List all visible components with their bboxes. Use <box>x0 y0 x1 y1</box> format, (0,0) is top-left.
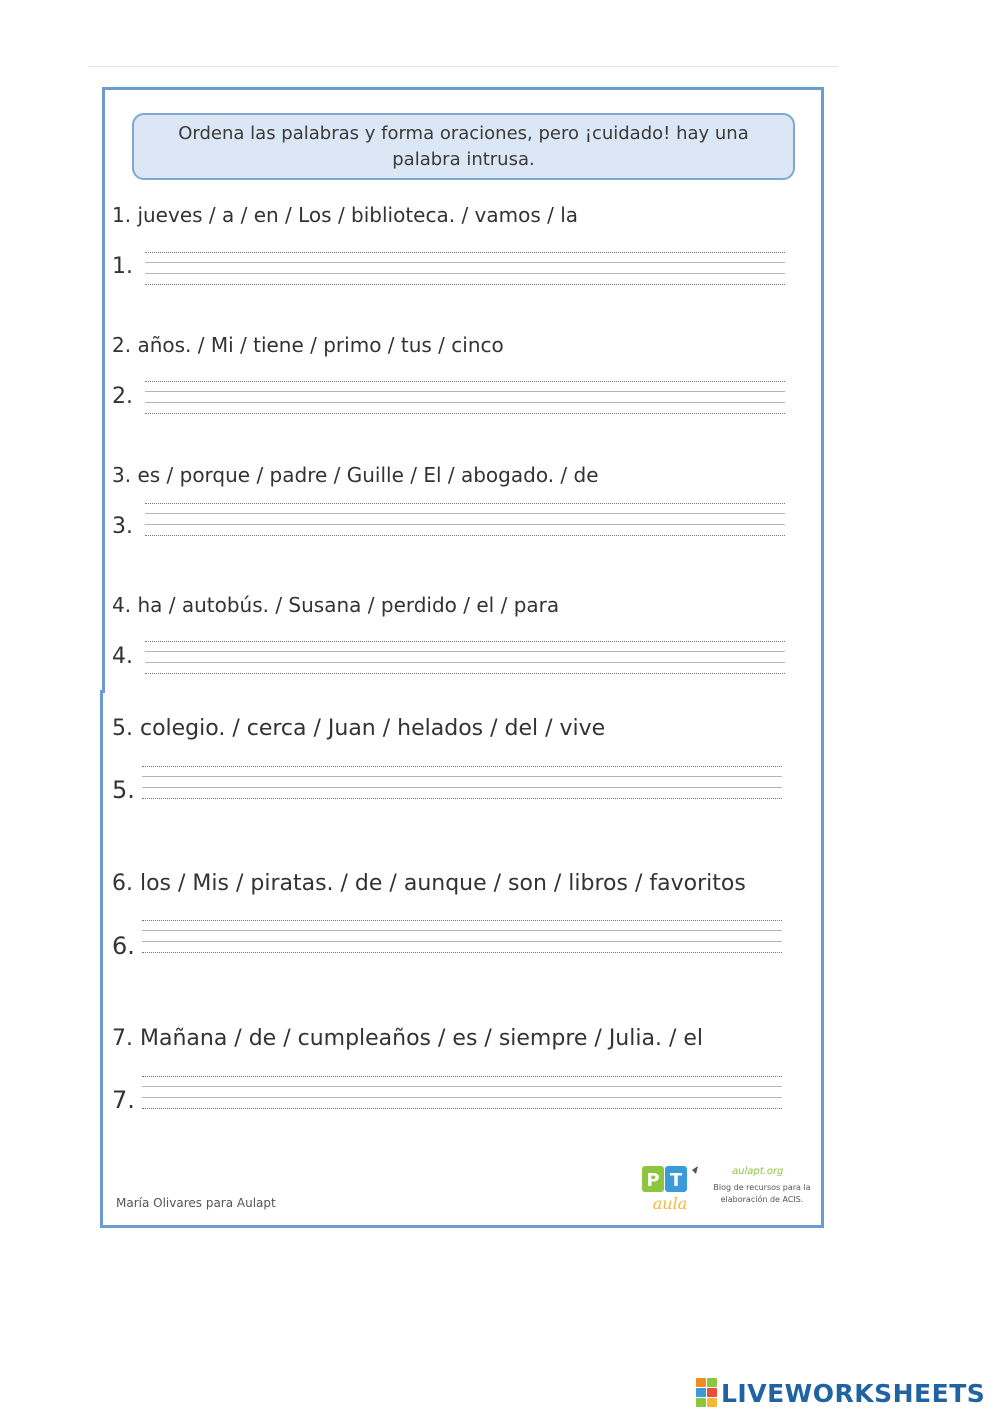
top-divider <box>88 66 838 67</box>
svg-text:P: P <box>646 1170 660 1191</box>
answer-lines-3[interactable] <box>145 503 785 537</box>
author-credit: María Olivares para Aulapt <box>116 1196 276 1210</box>
exercise-prompt-2: 2. años. / Mi / tiene / primo / tus / cinco <box>112 333 504 357</box>
answer-label-5: 5. <box>112 776 135 804</box>
exercise-prompt-4: 4. ha / autobús. / Susana / perdido / el / para <box>112 593 560 617</box>
answer-label-4: 4. <box>112 644 133 669</box>
exercise-prompt-6: 6. los / Mis / piratas. / de / aunque / son / libros / favoritos <box>112 871 746 896</box>
answer-label-2: 2. <box>112 384 133 409</box>
answer-label-6: 6. <box>112 932 135 960</box>
answer-label-7: 7. <box>112 1086 135 1114</box>
answer-lines-2[interactable] <box>145 381 785 415</box>
pt-aula-logo-icon <box>640 1164 702 1214</box>
answer-lines-6[interactable] <box>142 920 782 954</box>
svg-text:T: T <box>669 1170 683 1191</box>
answer-label-3: 3. <box>112 514 133 539</box>
liveworksheets-brand[interactable] <box>696 1376 985 1410</box>
svg-text:aula: aula <box>652 1194 688 1213</box>
instructions-text: Ordena las palabras y forma oraciones, pero ¡cuidado! hay una palabra intrusa. <box>178 122 749 170</box>
exercise-prompt-1: 1. jueves / a / en / Los / biblioteca. / vamos / la <box>112 203 579 227</box>
aulapt-logo <box>640 1162 815 1218</box>
logo-site-text: aulapt.org <box>732 1166 784 1177</box>
answer-lines-4[interactable] <box>145 641 785 675</box>
exercise-prompt-7: 7. Mañana / de / cumpleaños / es / siempre / Julia. / el <box>112 1026 703 1051</box>
liveworksheets-icon <box>696 1378 718 1408</box>
answer-label-1: 1. <box>112 254 133 279</box>
instructions-box <box>132 113 795 180</box>
logo-caption-text: Blog de recursos para la elaboración de ACIS. <box>713 1183 811 1204</box>
answer-lines-5[interactable] <box>142 766 782 800</box>
answer-lines-1[interactable] <box>145 252 785 286</box>
exercise-prompt-3: 3. es / porque / padre / Guille / El / abogado. / de <box>112 463 599 487</box>
liveworksheets-wordmark: LIVEWORKSHEETS <box>721 1378 986 1408</box>
answer-lines-7[interactable] <box>142 1076 782 1110</box>
exercise-prompt-5: 5. colegio. / cerca / Juan / helados / del / vive <box>112 716 606 741</box>
